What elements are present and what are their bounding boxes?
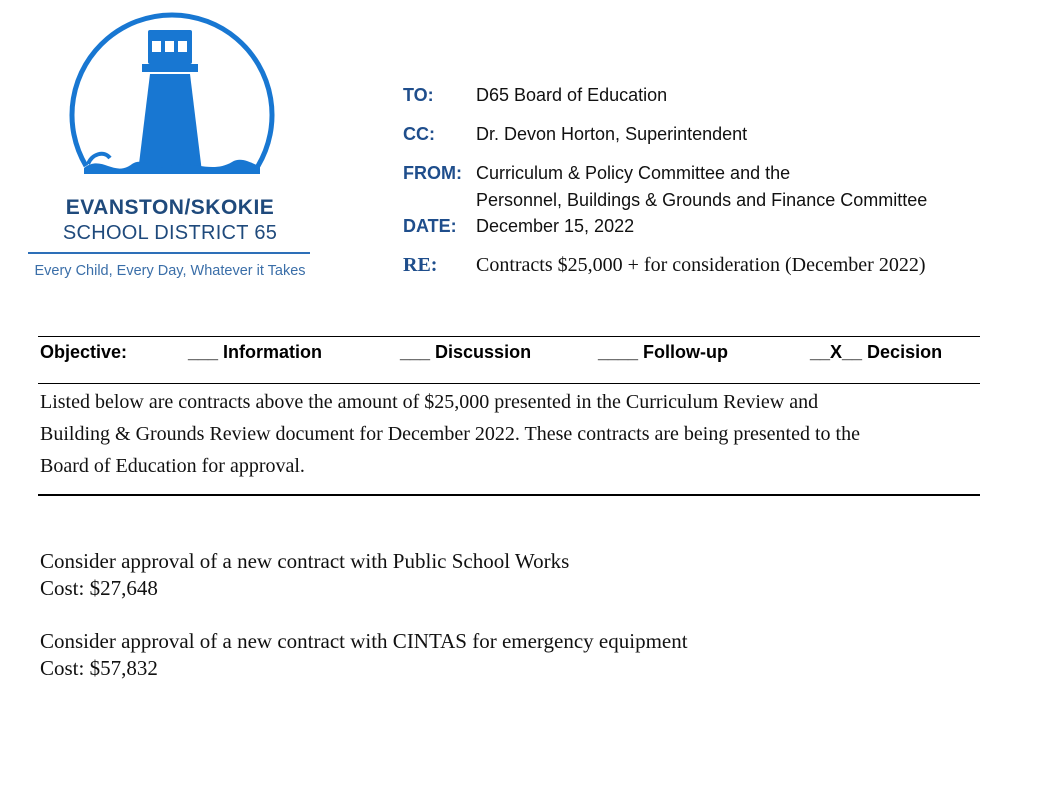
contract-item [40,628,688,682]
contract-description: Consider approval of a new contract with CINTAS for emergency equipment [40,629,688,653]
objective-row [40,339,980,365]
district-logo [20,4,320,294]
intro-line-1: Listed below are contracts above the amount of $25,000 presented in the Curriculum Review and [40,391,819,413]
intro-bottom-rule [38,494,980,496]
from-label: FROM: [403,163,462,183]
contract-description: Consider approval of a new contract with Public School Works [40,549,570,573]
objective-bottom-rule [38,383,980,384]
to-label: TO: [403,85,434,105]
district-tagline: Every Child, Every Day, Whatever it Takes [34,263,306,279]
district-name: EVANSTON/SKOKIE [65,196,275,219]
from-value-line2: Personnel, Buildings & Grounds and Finance Committee [476,190,928,210]
logo-divider [28,252,310,254]
contract-cost: Cost: $57,832 [40,656,158,680]
intro-line-3: Board of Education for approval. [40,455,305,477]
to-value: D65 Board of Education [476,85,668,105]
district-subtitle: SCHOOL DISTRICT 65 [62,222,278,244]
contract-item [40,548,569,602]
objective-label: Objective: [40,342,128,362]
objective-decision: __X__ Decision [810,342,943,362]
lighthouse-icon [62,4,278,192]
date-value: December 15, 2022 [476,216,635,236]
intro-line-2: Building & Grounds Review document for December 2022. These contracts are being presented to the [40,423,860,445]
intro-paragraph [40,386,970,482]
cc-value: Dr. Devon Horton, Superintendent [476,124,748,144]
re-value: Contracts $25,000 + for consideration (December 2022) [476,254,926,276]
contract-cost: Cost: $27,648 [40,576,158,600]
from-value-line1: Curriculum & Policy Committee and the [476,163,791,183]
re-label: RE: [403,254,438,276]
date-label: DATE: [403,216,457,236]
objective-discussion: ___ Discussion [400,342,532,362]
objective-top-rule [38,336,980,337]
objective-information: ___ Information [188,342,323,362]
objective-followup: ____ Follow-up [598,342,729,362]
cc-label: CC: [403,124,435,144]
